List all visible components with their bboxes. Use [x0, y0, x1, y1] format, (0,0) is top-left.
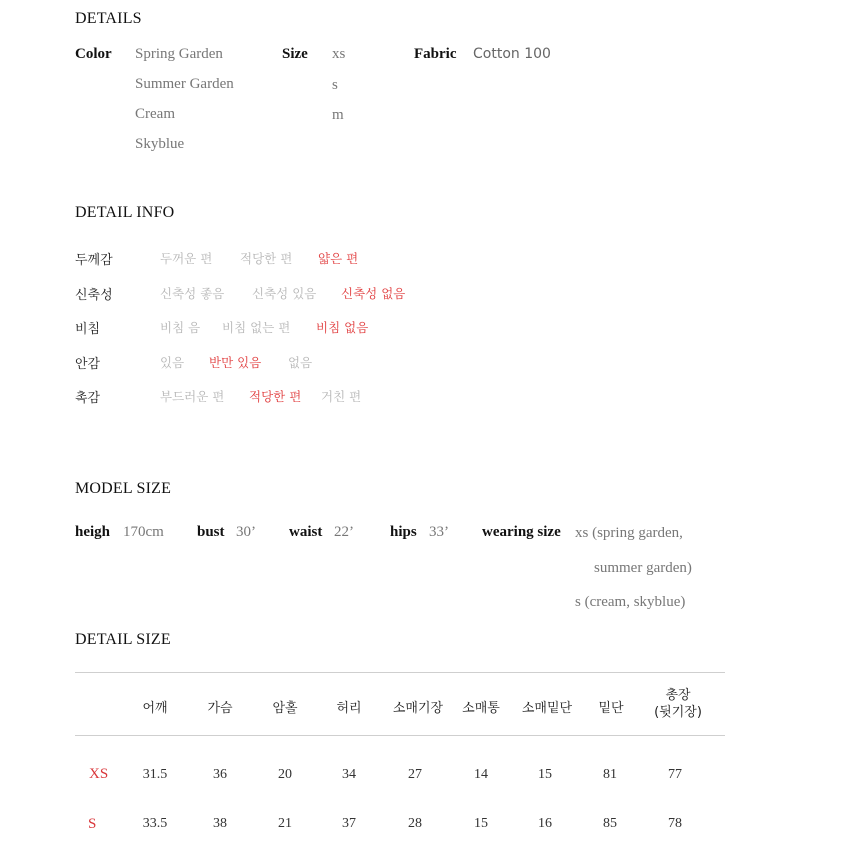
- table-cell: 37: [342, 816, 356, 831]
- bust-value: 30’: [236, 524, 256, 540]
- column-header: 밑단: [598, 701, 624, 716]
- info-option-selected: 적당한 편: [249, 389, 302, 404]
- detail-size-heading: DETAIL SIZE: [75, 631, 171, 648]
- column-header: 소매통: [462, 701, 500, 716]
- info-option-selected: 얇은 편: [318, 251, 359, 266]
- info-row-label: 촉감: [75, 391, 101, 406]
- color-option: Skyblue: [135, 136, 185, 152]
- info-option: 부드러운 편: [160, 389, 225, 404]
- info-option: 없음: [288, 355, 313, 370]
- table-cell: 15: [538, 767, 552, 782]
- size-option: xs: [332, 46, 346, 62]
- wearing-size-line: summer garden): [594, 560, 692, 576]
- height-label: heigh: [75, 524, 111, 540]
- info-option: 신축성 좋음: [160, 286, 225, 301]
- table-cell: 34: [342, 767, 356, 782]
- hips-value: 33’: [429, 524, 449, 540]
- table-cell: 77: [668, 767, 682, 782]
- fabric-value: Cotton 100: [473, 46, 551, 62]
- size-label: Size: [282, 46, 308, 62]
- table-cell: 33.5: [142, 816, 168, 831]
- model-size-heading: MODEL SIZE: [75, 480, 172, 497]
- info-row-label: 안감: [75, 357, 101, 372]
- color-option: Summer Garden: [135, 76, 234, 92]
- size-option: m: [332, 107, 344, 123]
- height-value: 170cm: [123, 524, 164, 540]
- table-cell: 21: [278, 816, 292, 831]
- table-cell: 81: [603, 767, 617, 782]
- column-header: 암홀: [272, 701, 298, 716]
- info-row-label: 신축성: [75, 288, 113, 303]
- wearing-size-line: xs (spring garden,: [575, 525, 683, 541]
- info-option-selected: 신축성 없음: [341, 286, 406, 301]
- hips-label: hips: [390, 524, 417, 540]
- wearing-size-label: wearing size: [482, 524, 561, 540]
- color-option: Spring Garden: [135, 46, 223, 62]
- info-row-label: 두께감: [75, 253, 113, 268]
- table-top-rule: [75, 672, 725, 673]
- column-header: 허리: [336, 701, 362, 716]
- waist-value: 22’: [334, 524, 354, 540]
- info-option: 비침 없는 편: [222, 320, 291, 335]
- table-cell: 27: [408, 767, 422, 782]
- info-option-selected: 반만 있음: [209, 355, 262, 370]
- info-option: 두꺼운 편: [160, 251, 213, 266]
- table-cell: 31.5: [142, 767, 168, 782]
- table-cell: 15: [474, 816, 488, 831]
- column-header: 소매밑단: [521, 701, 573, 716]
- column-header: 소매기장: [392, 701, 444, 716]
- info-option: 있음: [160, 355, 185, 370]
- table-cell: 38: [213, 816, 227, 831]
- info-option: 거친 편: [321, 389, 362, 404]
- table-cell: 78: [668, 816, 682, 831]
- fabric-label: Fabric: [414, 46, 457, 62]
- table-cell: 16: [538, 816, 552, 831]
- detail-info-heading: DETAIL INFO: [75, 204, 175, 221]
- info-option: 적당한 편: [240, 251, 293, 266]
- color-label: Color: [75, 46, 112, 62]
- table-cell: 20: [278, 767, 292, 782]
- table-cell: 36: [213, 767, 227, 782]
- waist-label: waist: [289, 524, 323, 540]
- info-option: 신축성 있음: [252, 286, 317, 301]
- info-option-selected: 비침 없음: [316, 320, 369, 335]
- size-option: s: [332, 77, 338, 93]
- bust-label: bust: [197, 524, 225, 540]
- info-row-label: 비침: [75, 322, 101, 337]
- row-size-label: S: [88, 816, 97, 832]
- wearing-size-line: s (cream, skyblue): [575, 594, 686, 610]
- color-option: Cream: [135, 106, 175, 122]
- column-header-total-length: 총장 (뒷기장): [654, 688, 702, 720]
- table-header-rule: [75, 735, 725, 736]
- info-option: 비침 음: [160, 320, 201, 335]
- column-header: 어깨: [142, 701, 168, 716]
- table-cell: 85: [603, 816, 617, 831]
- column-header: 가슴: [207, 701, 233, 716]
- details-heading: DETAILS: [75, 10, 142, 27]
- row-size-label: XS: [89, 766, 109, 782]
- table-cell: 14: [474, 767, 488, 782]
- table-cell: 28: [408, 816, 422, 831]
